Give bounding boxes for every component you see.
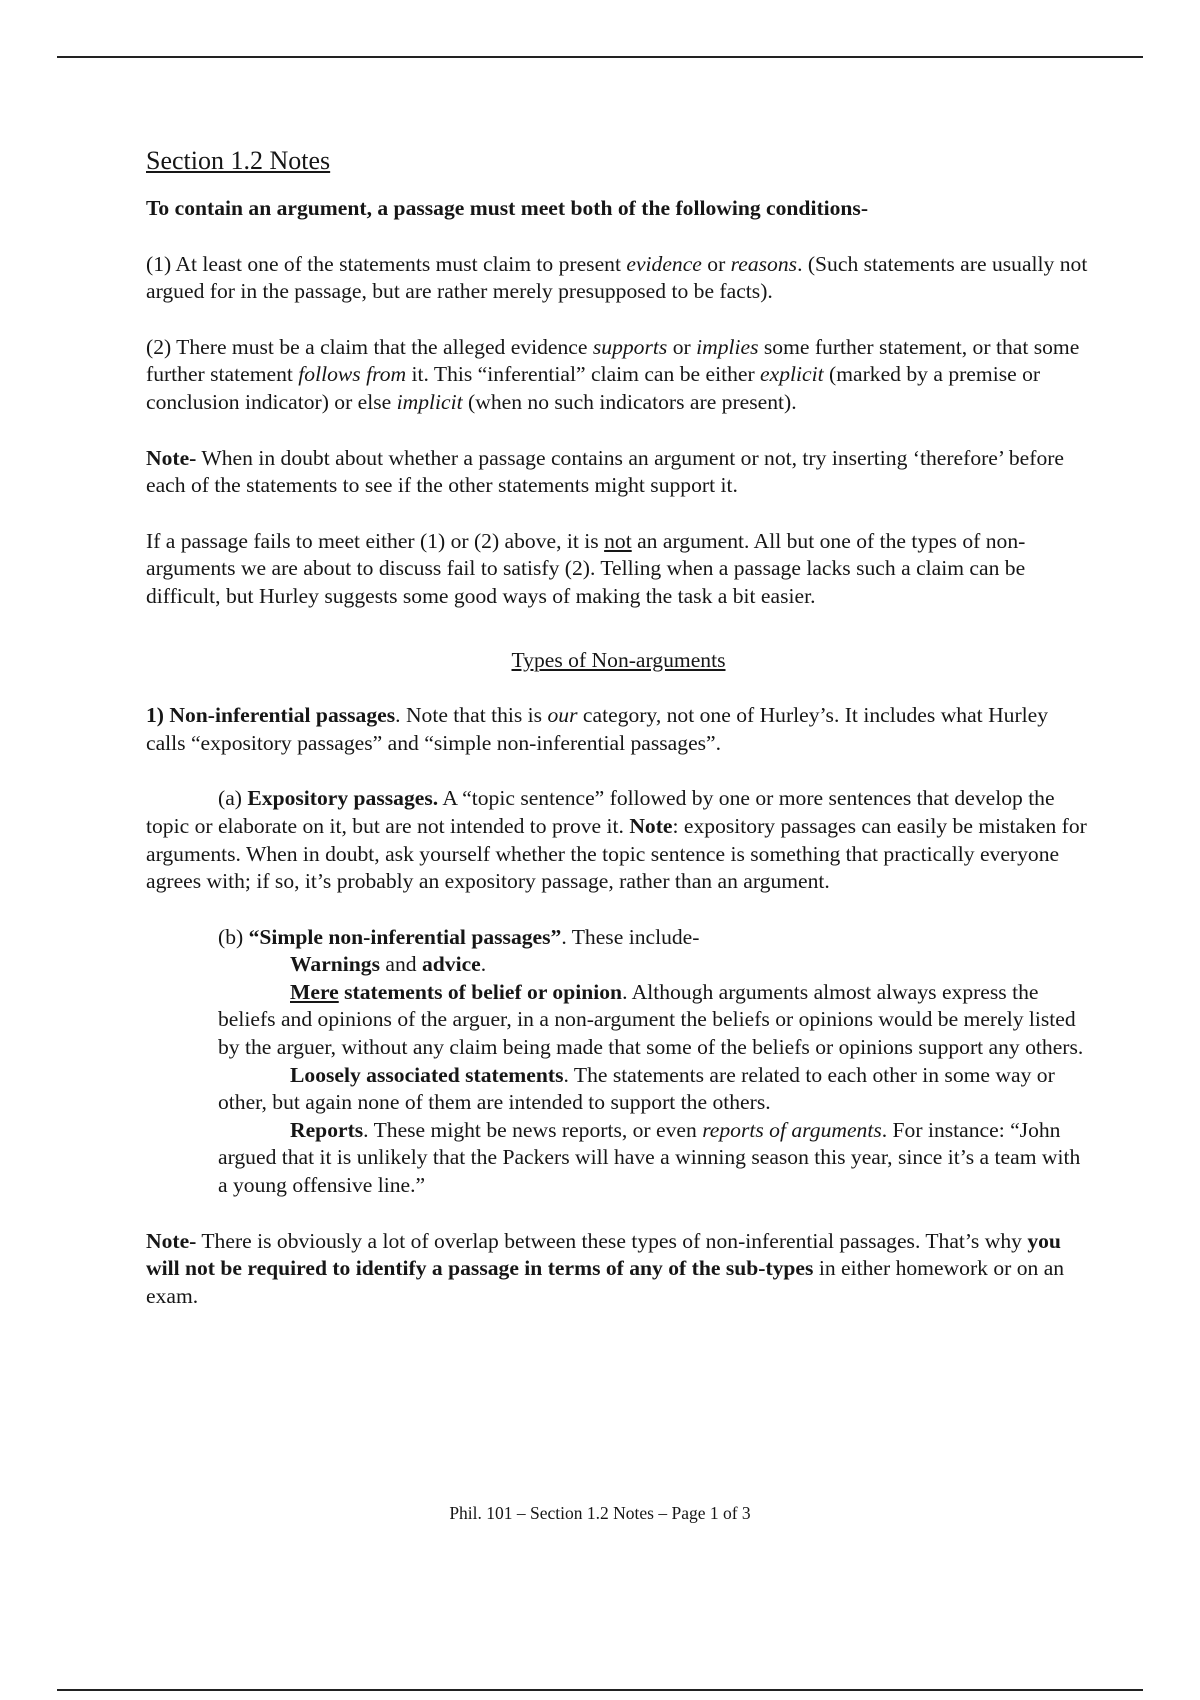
conditions-heading: To contain an argument, a passage must meet both of the following conditions- <box>146 196 869 220</box>
page-footer: Phil. 101 – Section 1.2 Notes – Page 1 of 3 <box>449 1503 751 1523</box>
note-overlap: Note- There is obviously a lot of overlap between these types of non-inferential passages. That’s why you will not be required to identify a passage in terms of any of the sub-types in either homework or on an exam. <box>146 1228 1065 1308</box>
simple-non-inferential-passages <box>218 924 1091 1200</box>
loosely-associated: Loosely associated statements. The statements are related to each other in some way or other, but again none of them are intended to support the others. <box>218 1062 1055 1115</box>
page-title: Section 1.2 Notes <box>146 146 331 175</box>
non-inferential-passages: 1) Non-inferential passages. Note that this is our category, not one of Hurley’s. It includes what Hurley calls “expository passages” and “simple non-inferential passages”. <box>146 703 1049 755</box>
top-rule <box>57 56 1143 58</box>
bottom-rule <box>57 1689 1143 1691</box>
belief-opinion: Mere statements of belief or opinion. Although arguments almost always express the beliefs and opinions of the arguer, in a non-argument the beliefs or opinions would be merely listed by the arguer, without any claim being made that some of the beliefs or opinions support any others. <box>218 979 1084 1060</box>
types-heading: Types of Non-arguments <box>511 647 726 672</box>
warnings-advice: Warnings and advice. <box>290 952 487 977</box>
document-page <box>146 145 1091 1310</box>
condition-2: (2) There must be a claim that the alleged evidence supports or implies some further statement, or that some further statement follows from it. This “inferential” claim can be either explicit (marked by a premise or conclusion indicator) or else implicit (when no such indicators are present). <box>146 334 1080 414</box>
note-therefore: Note- When in doubt about whether a passage contains an argument or not, try inserting ‘therefore’ before each of the statements to see if the other statements might support it. <box>146 445 1065 498</box>
fail-paragraph: If a passage fails to meet either (1) or (2) above, it is not an argument. All but one of the types of non-arguments we are about to discuss fail to satisfy (2). Telling when a passage lacks such a claim can be difficult, but Hurley suggests some good ways of making the task a bit easier. <box>146 528 1026 608</box>
reports: Reports. These might be news reports, or even reports of arguments. For instance: “John argued that it is unlikely that the Packers will have a winning season this year, since it’s a team with a young offensive line.” <box>218 1117 1081 1198</box>
condition-1: (1) At least one of the statements must claim to present evidence or reasons. (Such statements are usually not argued for in the passage, but are rather merely presupposed to be facts). <box>146 251 1088 304</box>
simple-intro: (b) “Simple non-inferential passages”. These include- <box>218 924 700 949</box>
expository-passages: (a) Expository passages. A “topic sentence” followed by one or more sentences that develop the topic or elaborate on it, but are not intended to prove it. Note: expository passages can easily be mistaken for arguments. When in doubt, ask yourself whether the topic sentence is something that practically everyone agrees with; if so, it’s probably an expository passage, rather than an argument. <box>146 786 1087 894</box>
